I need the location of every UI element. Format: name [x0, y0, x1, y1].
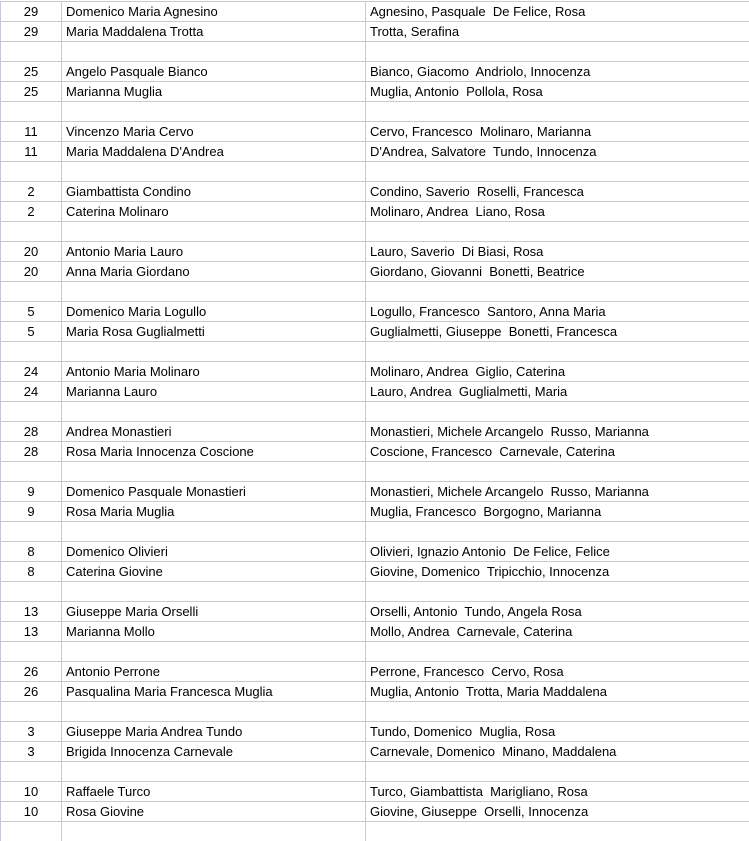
marriage-table — [0, 1, 749, 841]
record-number-cell[interactable] — [1, 402, 62, 422]
person-name-cell[interactable] — [62, 162, 366, 182]
person-name-cell[interactable] — [62, 42, 366, 62]
record-number-cell[interactable]: 28 — [1, 422, 62, 442]
empty-row — [1, 582, 749, 602]
table-row — [1, 442, 749, 462]
person-name-cell[interactable]: Marianna Lauro — [62, 382, 366, 402]
parents-cell[interactable]: Turco, Giambattista Marigliano, Rosa — [366, 782, 749, 802]
record-number-cell[interactable]: 2 — [1, 182, 62, 202]
parents-cell[interactable]: Cervo, Francesco Molinaro, Marianna — [366, 122, 749, 142]
parents-cell[interactable]: D'Andrea, Salvatore Tundo, Innocenza — [366, 142, 749, 162]
table-row — [1, 82, 749, 102]
table-row — [1, 322, 749, 342]
parents-cell[interactable] — [366, 822, 749, 841]
empty-row — [1, 462, 749, 482]
empty-row — [1, 282, 749, 302]
parents-cell[interactable]: Carnevale, Domenico Minano, Maddalena — [366, 742, 749, 762]
person-name-cell[interactable] — [62, 522, 366, 542]
record-number-cell[interactable] — [1, 342, 62, 362]
parents-cell[interactable]: Trotta, Serafina — [366, 22, 749, 42]
record-number-cell[interactable] — [1, 222, 62, 242]
person-name-cell[interactable]: Brigida Innocenza Carnevale — [62, 742, 366, 762]
empty-row — [1, 42, 749, 62]
record-number-cell[interactable]: 10 — [1, 782, 62, 802]
record-number-cell[interactable]: 24 — [1, 362, 62, 382]
person-name-cell[interactable]: Giuseppe Maria Orselli — [62, 602, 366, 622]
record-number-cell[interactable] — [1, 522, 62, 542]
record-number-cell[interactable]: 13 — [1, 602, 62, 622]
parents-cell[interactable]: Tundo, Domenico Muglia, Rosa — [366, 722, 749, 742]
record-number-cell[interactable]: 28 — [1, 442, 62, 462]
table-row — [1, 62, 749, 82]
table-row — [1, 722, 749, 742]
record-number-cell[interactable]: 11 — [1, 122, 62, 142]
record-number-cell[interactable]: 20 — [1, 262, 62, 282]
table-row — [1, 202, 749, 222]
person-name-cell[interactable]: Antonio Maria Lauro — [62, 242, 366, 262]
parents-cell[interactable] — [366, 342, 749, 362]
record-number-cell[interactable] — [1, 42, 62, 62]
table-row — [1, 262, 749, 282]
person-name-cell[interactable]: Maria Rosa Guglialmetti — [62, 322, 366, 342]
record-number-cell[interactable] — [1, 762, 62, 782]
empty-row — [1, 702, 749, 722]
table-row — [1, 122, 749, 142]
record-number-cell[interactable]: 29 — [1, 2, 62, 22]
table-row — [1, 662, 749, 682]
parents-cell[interactable] — [366, 282, 749, 302]
record-number-cell[interactable]: 13 — [1, 622, 62, 642]
parents-cell[interactable]: Coscione, Francesco Carnevale, Caterina — [366, 442, 749, 462]
record-number-cell[interactable]: 9 — [1, 502, 62, 522]
table-row — [1, 802, 749, 822]
record-number-cell[interactable]: 5 — [1, 322, 62, 342]
record-number-cell[interactable]: 10 — [1, 802, 62, 822]
parents-cell[interactable] — [366, 642, 749, 662]
person-name-cell[interactable]: Rosa Maria Muglia — [62, 502, 366, 522]
person-name-cell[interactable]: Caterina Giovine — [62, 562, 366, 582]
person-name-cell[interactable] — [62, 642, 366, 662]
empty-row — [1, 642, 749, 662]
record-number-cell[interactable]: 11 — [1, 142, 62, 162]
parents-cell[interactable] — [366, 162, 749, 182]
person-name-cell[interactable] — [62, 342, 366, 362]
parents-cell[interactable] — [366, 702, 749, 722]
person-name-cell[interactable]: Giuseppe Maria Andrea Tundo — [62, 722, 366, 742]
parents-cell[interactable] — [366, 42, 749, 62]
parents-cell[interactable] — [366, 582, 749, 602]
parents-cell[interactable]: Molinaro, Andrea Liano, Rosa — [366, 202, 749, 222]
parents-cell[interactable]: Condino, Saverio Roselli, Francesca — [366, 182, 749, 202]
parents-cell[interactable]: Monastieri, Michele Arcangelo Russo, Marianna — [366, 482, 749, 502]
person-name-cell[interactable]: Vincenzo Maria Cervo — [62, 122, 366, 142]
table-row — [1, 422, 749, 442]
person-name-cell[interactable] — [62, 702, 366, 722]
parents-cell[interactable]: Muglia, Antonio Trotta, Maria Maddalena — [366, 682, 749, 702]
record-number-cell[interactable] — [1, 462, 62, 482]
table-row — [1, 782, 749, 802]
person-name-cell[interactable]: Domenico Maria Agnesino — [62, 2, 366, 22]
person-name-cell[interactable]: Pasqualina Maria Francesca Muglia — [62, 682, 366, 702]
table-row — [1, 382, 749, 402]
person-name-cell[interactable]: Antonio Maria Molinaro — [62, 362, 366, 382]
person-name-cell[interactable]: Giambattista Condino — [62, 182, 366, 202]
person-name-cell[interactable]: Angelo Pasquale Bianco — [62, 62, 366, 82]
parents-cell[interactable]: Lauro, Saverio Di Biasi, Rosa — [366, 242, 749, 262]
parents-cell[interactable]: Agnesino, Pasquale De Felice, Rosa — [366, 2, 749, 22]
record-number-cell[interactable]: 2 — [1, 202, 62, 222]
table-row — [1, 502, 749, 522]
empty-row — [1, 222, 749, 242]
table-row — [1, 182, 749, 202]
record-number-cell[interactable] — [1, 102, 62, 122]
person-name-cell[interactable]: Raffaele Turco — [62, 782, 366, 802]
parents-cell[interactable]: Muglia, Francesco Borgogno, Marianna — [366, 502, 749, 522]
empty-row — [1, 822, 749, 841]
record-number-cell[interactable]: 25 — [1, 62, 62, 82]
table-row — [1, 242, 749, 262]
person-name-cell[interactable] — [62, 582, 366, 602]
parents-cell[interactable] — [366, 762, 749, 782]
record-number-cell[interactable]: 3 — [1, 722, 62, 742]
record-number-cell[interactable]: 29 — [1, 22, 62, 42]
parents-cell[interactable] — [366, 462, 749, 482]
record-number-cell[interactable] — [1, 282, 62, 302]
table-row — [1, 482, 749, 502]
person-name-cell[interactable] — [62, 102, 366, 122]
person-name-cell[interactable]: Marianna Mollo — [62, 622, 366, 642]
parents-cell[interactable]: Logullo, Francesco Santoro, Anna Maria — [366, 302, 749, 322]
parents-cell[interactable]: Mollo, Andrea Carnevale, Caterina — [366, 622, 749, 642]
parents-cell[interactable]: Bianco, Giacomo Andriolo, Innocenza — [366, 62, 749, 82]
parents-cell[interactable] — [366, 222, 749, 242]
record-number-cell[interactable]: 5 — [1, 302, 62, 322]
person-name-cell[interactable] — [62, 462, 366, 482]
person-name-cell[interactable] — [62, 222, 366, 242]
person-name-cell[interactable] — [62, 762, 366, 782]
record-number-cell[interactable] — [1, 702, 62, 722]
person-name-cell[interactable] — [62, 282, 366, 302]
table-row — [1, 542, 749, 562]
person-name-cell[interactable]: Rosa Giovine — [62, 802, 366, 822]
parents-cell[interactable]: Monastieri, Michele Arcangelo Russo, Marianna — [366, 422, 749, 442]
record-number-cell[interactable]: 25 — [1, 82, 62, 102]
empty-row — [1, 762, 749, 782]
parents-cell[interactable]: Molinaro, Andrea Giglio, Caterina — [366, 362, 749, 382]
table-body — [1, 2, 749, 841]
parents-cell[interactable]: Lauro, Andrea Guglialmetti, Maria — [366, 382, 749, 402]
empty-row — [1, 522, 749, 542]
parents-cell[interactable]: Giovine, Domenico Tripicchio, Innocenza — [366, 562, 749, 582]
table-row — [1, 742, 749, 762]
parents-cell[interactable]: Perrone, Francesco Cervo, Rosa — [366, 662, 749, 682]
record-number-cell[interactable] — [1, 642, 62, 662]
parents-cell[interactable] — [366, 522, 749, 542]
empty-row — [1, 402, 749, 422]
table-row — [1, 142, 749, 162]
person-name-cell[interactable]: Rosa Maria Innocenza Coscione — [62, 442, 366, 462]
table-row — [1, 602, 749, 622]
record-number-cell[interactable]: 26 — [1, 682, 62, 702]
person-name-cell[interactable] — [62, 822, 366, 841]
record-number-cell[interactable]: 9 — [1, 482, 62, 502]
parents-cell[interactable]: Giovine, Giuseppe Orselli, Innocenza — [366, 802, 749, 822]
person-name-cell[interactable]: Maria Maddalena Trotta — [62, 22, 366, 42]
parents-cell[interactable] — [366, 102, 749, 122]
record-number-cell[interactable]: 20 — [1, 242, 62, 262]
parents-cell[interactable]: Orselli, Antonio Tundo, Angela Rosa — [366, 602, 749, 622]
record-number-cell[interactable]: 24 — [1, 382, 62, 402]
record-number-cell[interactable] — [1, 162, 62, 182]
record-number-cell[interactable]: 8 — [1, 542, 62, 562]
person-name-cell[interactable] — [62, 402, 366, 422]
record-number-cell[interactable] — [1, 822, 62, 841]
table-row — [1, 562, 749, 582]
record-number-cell[interactable]: 8 — [1, 562, 62, 582]
person-name-cell[interactable]: Anna Maria Giordano — [62, 262, 366, 282]
empty-row — [1, 162, 749, 182]
table-row — [1, 22, 749, 42]
person-name-cell[interactable]: Caterina Molinaro — [62, 202, 366, 222]
person-name-cell[interactable]: Andrea Monastieri — [62, 422, 366, 442]
record-number-cell[interactable]: 3 — [1, 742, 62, 762]
parents-cell[interactable]: Olivieri, Ignazio Antonio De Felice, Felice — [366, 542, 749, 562]
record-number-cell[interactable]: 26 — [1, 662, 62, 682]
table-row — [1, 682, 749, 702]
person-name-cell[interactable]: Domenico Maria Logullo — [62, 302, 366, 322]
parents-cell[interactable]: Muglia, Antonio Pollola, Rosa — [366, 82, 749, 102]
table-row — [1, 302, 749, 322]
table-row — [1, 362, 749, 382]
parents-cell[interactable]: Guglialmetti, Giuseppe Bonetti, Francesca — [366, 322, 749, 342]
table-row — [1, 622, 749, 642]
person-name-cell[interactable]: Domenico Pasquale Monastieri — [62, 482, 366, 502]
parents-cell[interactable]: Giordano, Giovanni Bonetti, Beatrice — [366, 262, 749, 282]
empty-row — [1, 342, 749, 362]
person-name-cell[interactable]: Marianna Muglia — [62, 82, 366, 102]
parents-cell[interactable] — [366, 402, 749, 422]
table-row — [1, 2, 749, 22]
empty-row — [1, 102, 749, 122]
person-name-cell[interactable]: Antonio Perrone — [62, 662, 366, 682]
person-name-cell[interactable]: Domenico Olivieri — [62, 542, 366, 562]
record-number-cell[interactable] — [1, 582, 62, 602]
person-name-cell[interactable]: Maria Maddalena D'Andrea — [62, 142, 366, 162]
